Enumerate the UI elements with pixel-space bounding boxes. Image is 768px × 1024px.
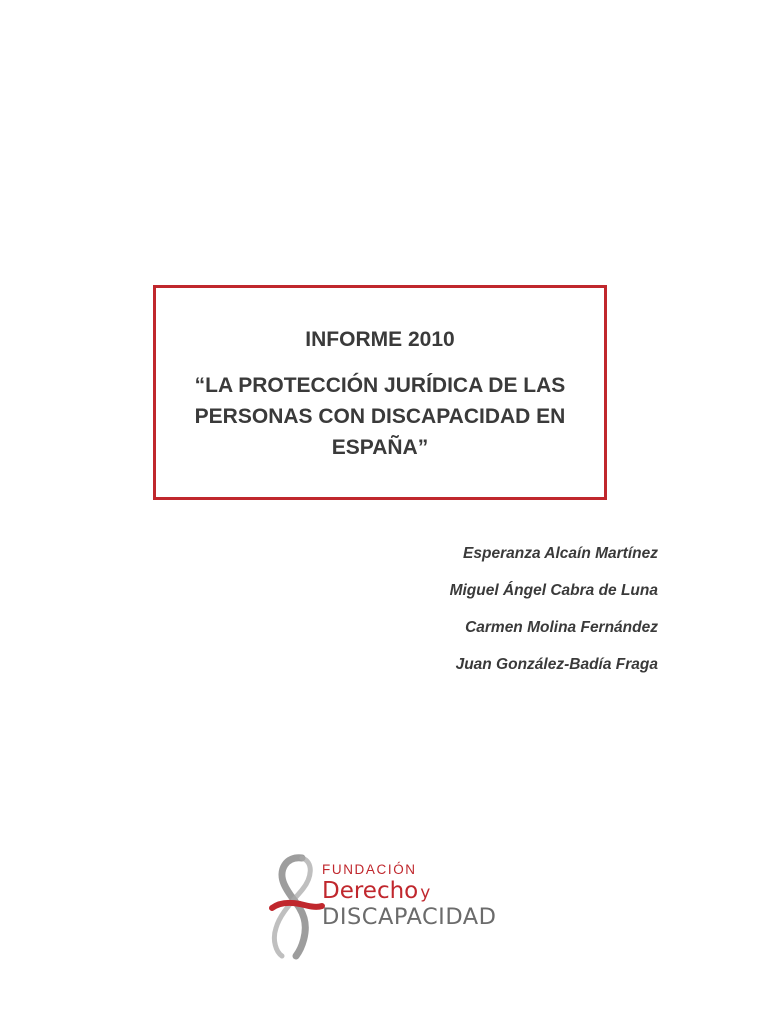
author-name: Juan González-Badía Fraga [455, 656, 658, 673]
report-title-box [153, 285, 607, 500]
foundation-logo [266, 852, 526, 962]
author-name: Miguel Ángel Cabra de Luna [449, 582, 658, 599]
author-list [450, 544, 658, 692]
logo-text-discapacidad: DISCAPACIDAD [322, 904, 497, 930]
report-title-line: PERSONAS CON DISCAPACIDAD EN [194, 405, 566, 428]
report-title-line: “LA PROTECCIÓN JURÍDICA DE LAS [194, 374, 566, 397]
ribbon-icon [266, 852, 326, 962]
author-name: Esperanza Alcaín Martínez [463, 545, 658, 562]
logo-text-y: y [420, 883, 431, 903]
report-title [166, 370, 594, 463]
logo-text-fundacion: FUNDACIÓN [322, 862, 417, 877]
report-year: INFORME 2010 [305, 328, 455, 351]
report-title-line: ESPAÑA” [331, 436, 429, 459]
logo-text-derecho-main: Derecho [322, 878, 419, 904]
logo-text-derecho [322, 878, 430, 904]
author-name: Carmen Molina Fernández [465, 619, 658, 636]
